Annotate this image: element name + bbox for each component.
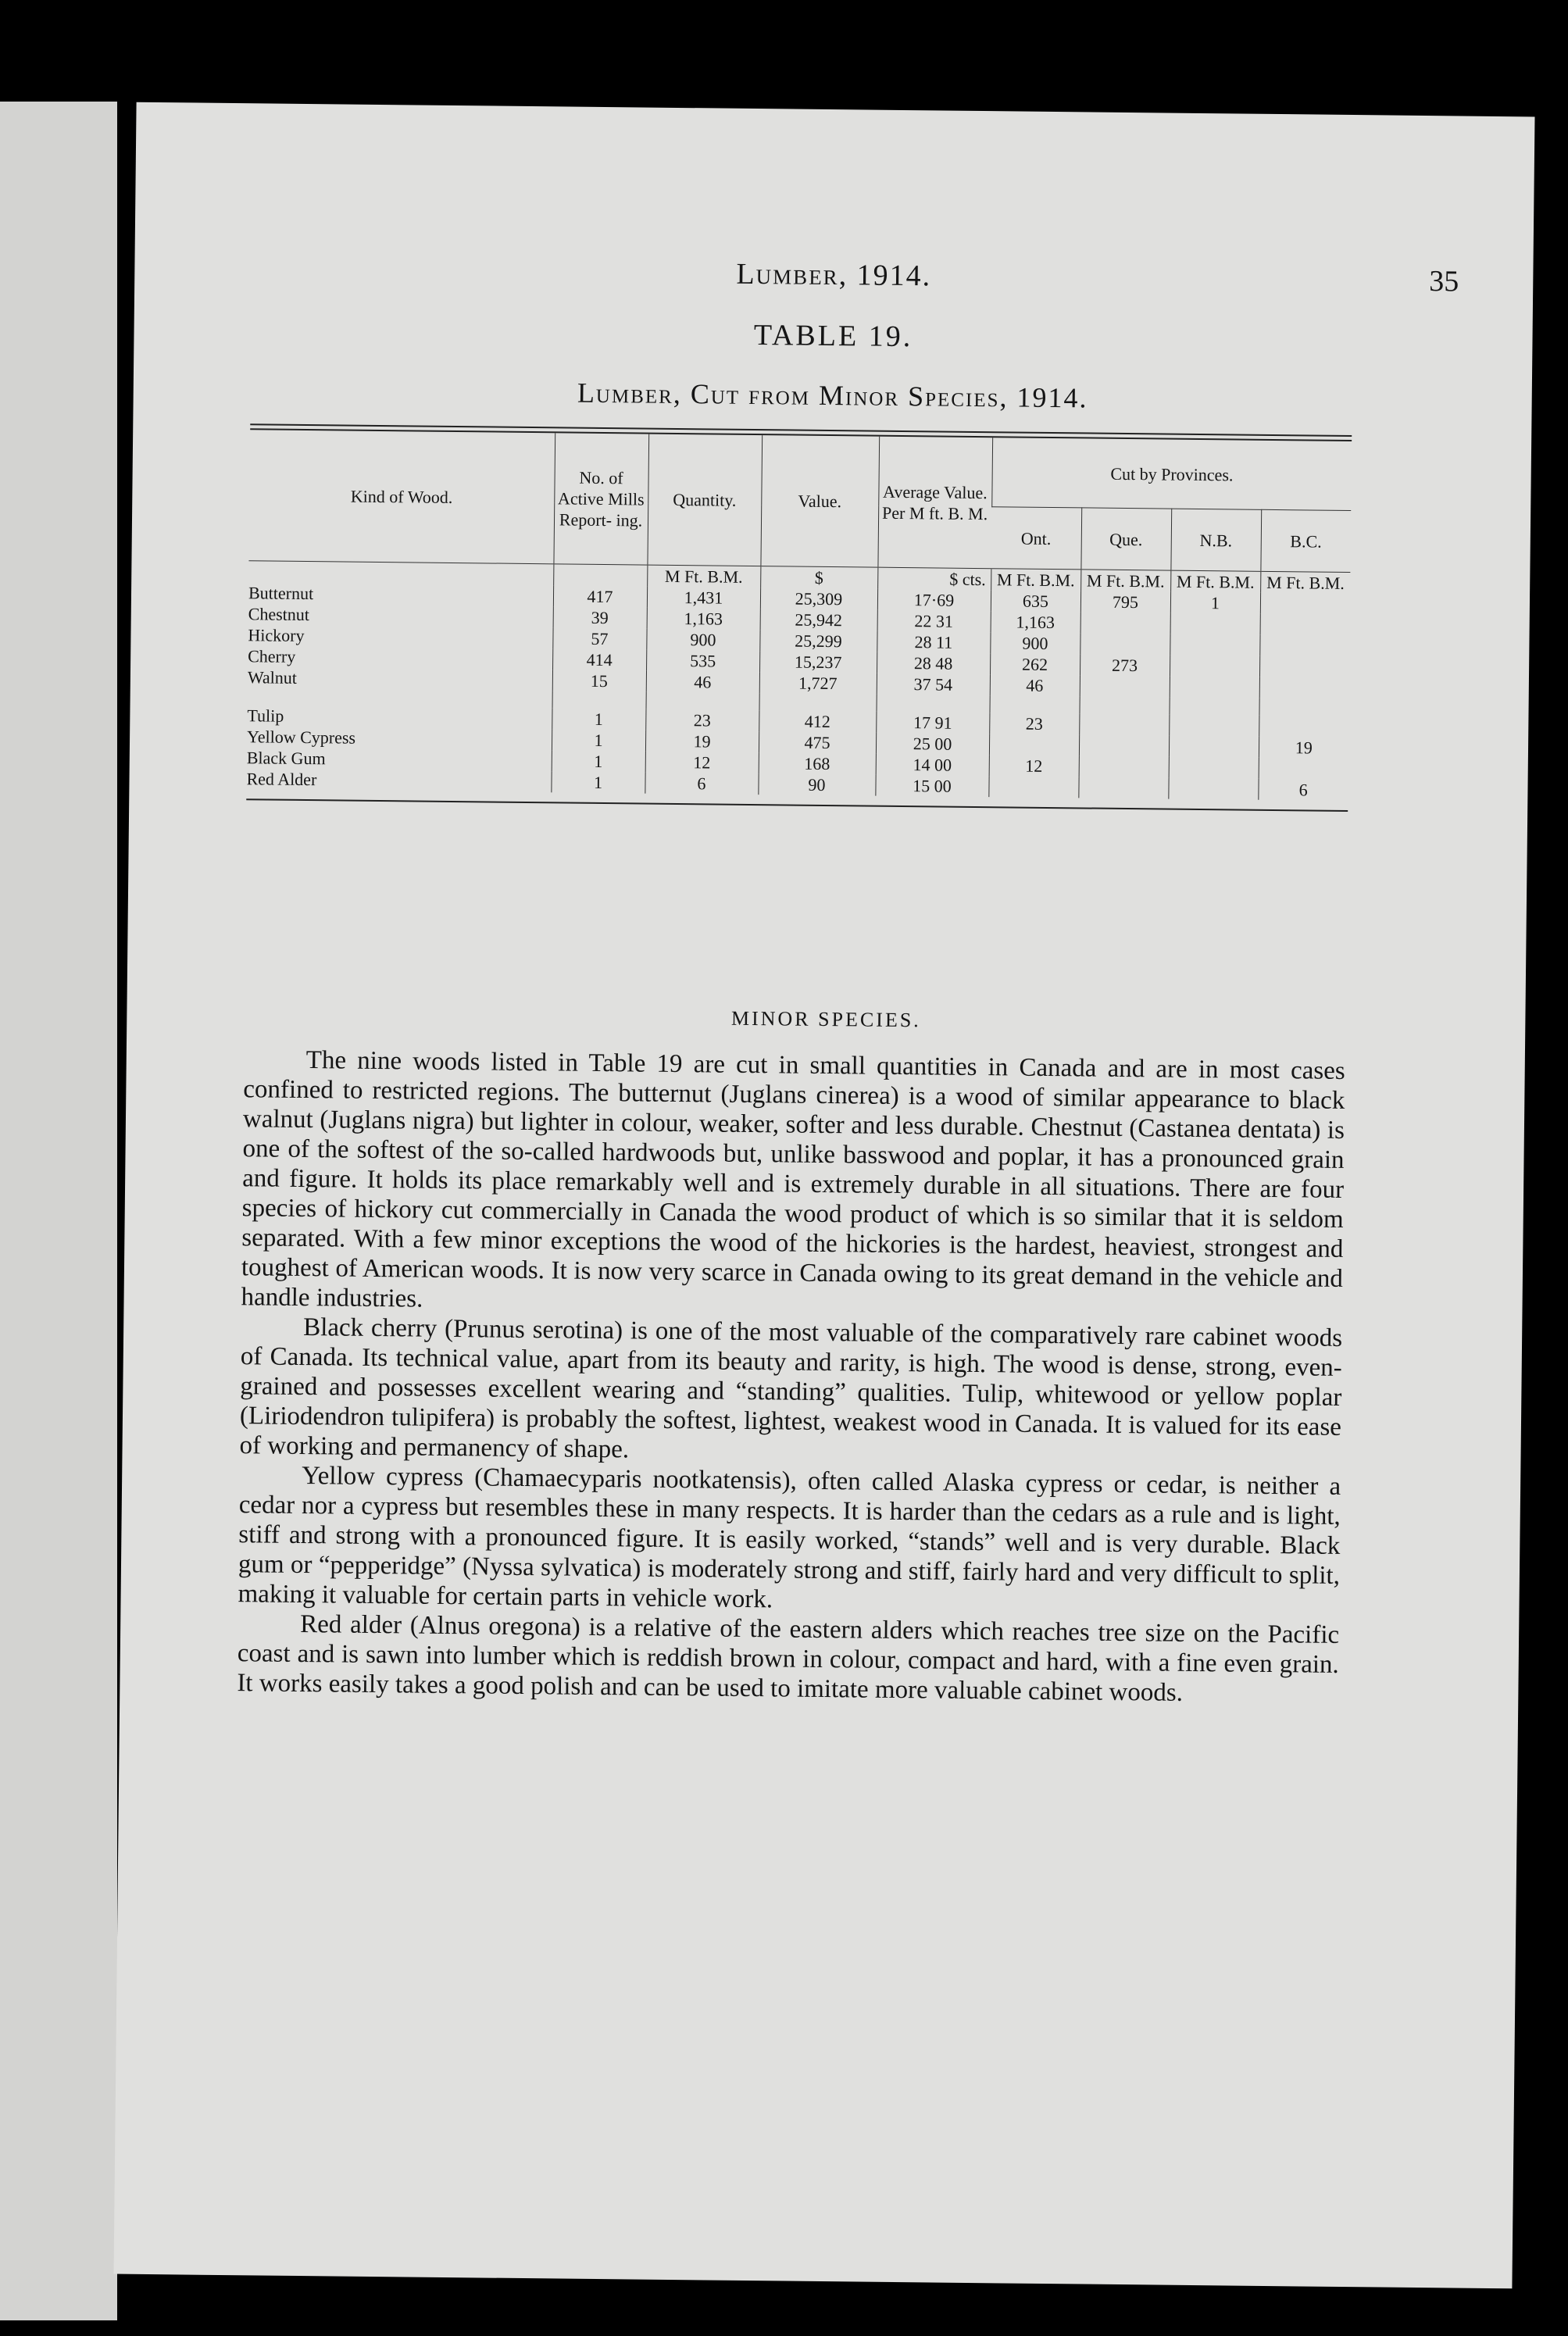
cell-nb (1170, 634, 1259, 656)
cell-average: 28 11 (877, 631, 990, 654)
cell-bc (1259, 635, 1349, 657)
cell-nb: 1 (1170, 592, 1260, 614)
cell-average: 37 54 (877, 673, 990, 696)
unit-quantity: M Ft. B.M. (647, 565, 760, 588)
cell-average: 17 91 (876, 712, 989, 734)
cell-ont (989, 734, 1079, 755)
cell-value: 168 (759, 752, 876, 775)
header-provinces: Cut by Provinces. (991, 438, 1352, 510)
cell-average: 15 00 (875, 775, 988, 798)
cell-que (1080, 633, 1170, 655)
cell-ont: 900 (990, 632, 1080, 654)
page-number: 35 (1429, 265, 1459, 298)
cell-bc: 6 (1258, 779, 1348, 801)
cell-nb (1170, 677, 1259, 698)
cell-mills: 1 (552, 708, 645, 730)
cell-bc (1260, 593, 1350, 615)
paragraph: The nine woods listed in Table 19 are cut in small quantities in Canada and are in most cases confined to restricted regions. The butternut (Juglans cinerea) is a wood of similar appearance to black walnut (Juglans nigra) but lighter in colour, weaker, softer and less durable. Chestnut (Castanea dentata) is one of the softest of the so-called hardwoods but, unlike basswood and poplar, it has a pronounced grain and figure. It holds its place remarkably well and is extremely durable in all situations. There are four species of hickory cut commercially in Canada the wood product of which is so similar that it is seldom separated. With a few minor exceptions the wood of the hickories is the hardest, heaviest, strongest and toughest of American woods. It is now very scarce in Canada owing to its great demand in the vehicle and handle industries. (241, 1046, 1345, 1313)
cell-bc (1259, 677, 1349, 699)
cell-value: 25,299 (759, 630, 877, 652)
table-subtitle: Lumber, Cut from Minor Species, 1914. (577, 377, 1088, 414)
cell-que (1078, 777, 1168, 798)
cell-ont: 635 (991, 590, 1080, 612)
paragraph: Black cherry (Prunus serotina) is one of the most valuable of the comparatively rare cabinet woods of Canada. Its technical value, apart from its beauty and rarity, is high. The wood is dense, strong, even-grained and possesses excellent wearing and “standing” qualities. Tulip, whitewood or yellow poplar (Liriodendron tulipifera) is probably the softest, lightest, weakest wood in Canada. It is valued for its ease of working and permanency of shape. (239, 1313, 1343, 1464)
unit-value: $ (760, 566, 877, 589)
cell-quantity: 1,431 (647, 587, 760, 609)
unit-ont: M Ft. B.M. (991, 569, 1080, 591)
header-mills: No. of Active Mills Report- ing. (553, 433, 648, 565)
cell-mills: 57 (552, 627, 646, 649)
cell-average: 28 48 (877, 652, 990, 675)
cell-quantity: 19 (645, 730, 759, 753)
cell-nb (1169, 715, 1259, 737)
cell-kind: Walnut (247, 667, 298, 688)
cell-quantity: 900 (646, 629, 759, 652)
cell-nb (1169, 736, 1259, 758)
header-ont: Ont. (991, 507, 1081, 570)
cell-nb (1170, 613, 1260, 635)
cell-que (1079, 713, 1169, 735)
cell-quantity: 46 (646, 671, 759, 694)
cell-quantity: 535 (646, 650, 759, 673)
cell-kind: Tulip (247, 705, 284, 726)
cell-bc (1260, 614, 1350, 636)
header-que: Que. (1080, 508, 1171, 570)
cell-que (1080, 612, 1170, 634)
unit-average: $ cts. (877, 567, 991, 590)
cell-que: 795 (1080, 591, 1170, 613)
header-bc: B.C. (1260, 509, 1351, 572)
header-value: Value. (760, 435, 879, 567)
cell-value: 475 (759, 731, 876, 754)
cell-ont: 46 (990, 674, 1080, 696)
unit-nb: M Ft. B.M. (1170, 570, 1260, 593)
cell-mills: 1 (552, 729, 645, 751)
cell-nb (1170, 655, 1259, 677)
cell-mills: 414 (552, 648, 646, 670)
header-quantity: Quantity. (647, 434, 762, 566)
cell-bc (1259, 758, 1348, 780)
cell-quantity: 23 (645, 709, 759, 732)
cell-nb (1169, 757, 1259, 779)
cell-average: 17·69 (877, 589, 991, 612)
table-bottom-rule (246, 798, 1348, 812)
cell-average: 25 00 (876, 733, 989, 755)
cell-ont: 1,163 (991, 611, 1080, 633)
cell-value: 1,727 (759, 672, 877, 695)
cell-value: 15,237 (759, 651, 877, 673)
cell-mills: 417 (553, 585, 647, 607)
cell-que (1080, 675, 1170, 697)
cell-bc: 19 (1259, 737, 1348, 759)
cell-que: 273 (1080, 654, 1170, 676)
unit-bc: M Ft. B.M. (1260, 571, 1350, 594)
facing-page-edge (0, 102, 117, 2320)
cell-ont: 262 (990, 653, 1080, 675)
cell-ont: 12 (989, 755, 1079, 777)
cell-value: 90 (758, 773, 875, 796)
cell-ont: 23 (989, 713, 1079, 734)
section-heading: MINOR SPECIES. (730, 1006, 921, 1032)
cell-mills: 39 (553, 606, 647, 628)
cell-quantity: 12 (645, 752, 759, 774)
cell-kind: Cherry (248, 646, 296, 666)
paragraph: Yellow cypress (Chamaecyparis nootkatensis), often called Alaska cypress or cedar, is neither a cedar nor a cypress but resembles these in many respects. It is harder than the cedars as a rule and is light, stiff and strong with a pronounced figure. It is easily worked, “stands” well and is very durable. Black gum or “pepperidge” (Nyssa sylvatica) is moderately strong and stiff, fairly hard and very difficult to split, making it valuable for certain parts in vehicle work. (238, 1462, 1341, 1614)
cell-value: 25,942 (760, 609, 877, 631)
unit-que: M Ft. B.M. (1080, 570, 1170, 592)
data-table (246, 430, 1352, 801)
lumber-table (246, 423, 1352, 812)
cell-mills: 1 (552, 750, 645, 772)
book-page (113, 102, 1534, 2289)
cell-que (1079, 734, 1169, 756)
cell-mills: 1 (551, 771, 645, 793)
cell-bc (1259, 656, 1349, 678)
cell-bc (1259, 716, 1348, 738)
cell-kind: Red Alder (246, 769, 317, 790)
cell-nb (1168, 778, 1258, 800)
cell-kind: Black Gum (246, 748, 326, 769)
cell-kind: Butternut (248, 583, 314, 604)
table-title: TABLE 19. (753, 318, 913, 354)
cell-average: 22 31 (877, 610, 991, 633)
cell-quantity: 1,163 (647, 608, 760, 630)
cell-value: 412 (759, 710, 876, 733)
cell-kind: Hickory (248, 625, 305, 645)
cell-ont (988, 776, 1078, 798)
cell-que (1079, 755, 1169, 777)
running-head: Lumber, 1914. (736, 257, 932, 293)
header-average: Average Value. Per M ft. B. M. (877, 437, 992, 569)
paragraph: Red alder (Alnus oregona) is a relative of the eastern alders which reaches tree size on the Pacific coast and is sawn into lumber which is reddish brown in colour, compact and hard, with a fine even grain. It works easily takes a good polish and can be used to imitate more valuable cabinet woods. (237, 1610, 1340, 1707)
cell-value: 25,309 (760, 588, 877, 610)
header-kind: Kind of Wood. (248, 430, 555, 564)
cell-quantity: 6 (645, 773, 758, 795)
body-text (237, 1045, 1345, 1709)
cell-mills: 15 (552, 670, 646, 691)
cell-kind: Yellow Cypress (246, 727, 356, 748)
header-nb: N.B. (1170, 509, 1261, 571)
cell-average: 14 00 (876, 754, 989, 777)
cell-kind: Chestnut (248, 604, 310, 625)
